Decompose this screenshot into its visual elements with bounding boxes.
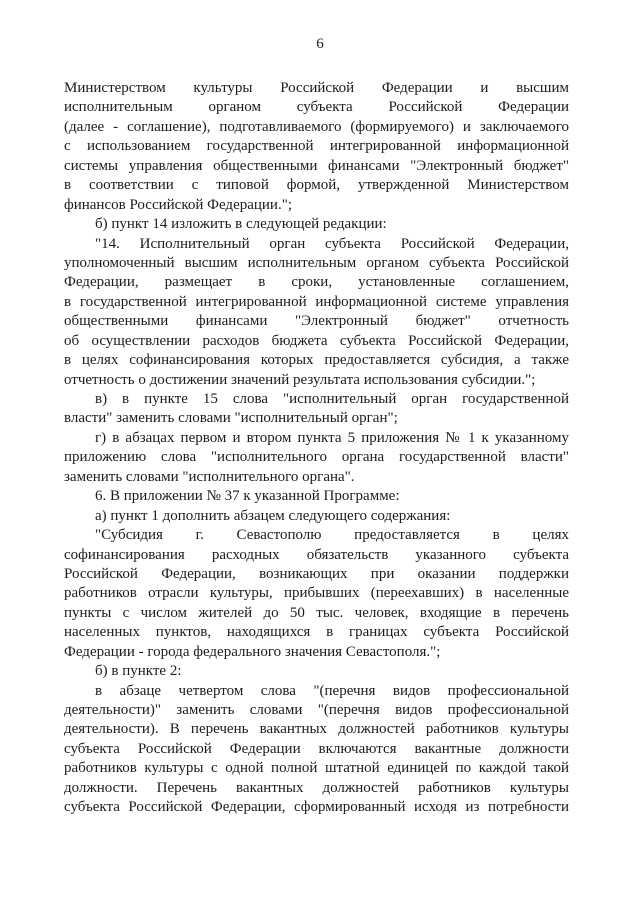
text-line: 6. В приложении № 37 к указанной Программе:: [95, 488, 400, 505]
text-line: приложению слова "исполнительного органа государственной власти": [64, 449, 569, 466]
text-line: субъекта Российской Федерации, сформированный исходя из потребности: [64, 799, 569, 816]
paragraph: [64, 507, 569, 526]
text-line: работников культуры с одной полной штатной единицей по каждой такой: [64, 760, 569, 777]
text-line: исполнительным органом субъекта Российской Федерации: [64, 99, 569, 116]
text-line: пункты с числом жителей до 50 тыс. человек, входящие в перечень: [64, 604, 569, 621]
page-number: 6: [316, 36, 324, 52]
text-line: заменить словами "исполнительного органа".: [64, 468, 355, 485]
paragraph: [64, 487, 569, 506]
text-line: с использованием государственной интегрированной информационной: [64, 138, 569, 155]
paragraph: [64, 79, 569, 215]
text-line: в соответствии с типовой формой, утвержденной Министерством: [64, 177, 569, 194]
paragraph: [64, 390, 569, 429]
text-line: финансов Российской Федерации.";: [64, 196, 293, 213]
text-line: в государственной интегрированной информационной системе управления: [64, 293, 569, 310]
text-line: г) в абзацах первом и втором пункта 5 приложения № 1 к указанному: [95, 429, 569, 446]
text-line: об осуществлении расходов бюджета субъекта Российской Федерации,: [64, 332, 569, 349]
paragraph: [64, 662, 569, 681]
text-line: в абзаце четвертом слова "(перечня видов профессиональной: [95, 682, 569, 699]
text-line: б) в пункте 2:: [95, 663, 182, 680]
text-line: б) пункт 14 изложить в следующей редакции:: [95, 216, 387, 233]
text-line: субъекта Российской Федерации включаются вакантные должности: [64, 740, 569, 757]
text-line: работников отрасли культуры, прибывших (переехавших) в населенные: [64, 585, 569, 602]
text-line: в целях софинансирования которых предоставляется субсидия, а также: [64, 352, 569, 369]
text-line: софинансирования расходных обязательств указанного субъекта: [64, 546, 569, 563]
text-line: деятельности). В перечень вакантных должностей работников культуры: [64, 721, 569, 738]
text-line: должности. Перечень вакантных должностей работников культуры: [64, 779, 569, 796]
paragraph: [64, 429, 569, 487]
paragraph: [64, 682, 569, 818]
text-line: в) в пункте 15 слова "исполнительный орган государственной: [95, 391, 569, 407]
text-line: отчетность о достижении значений результата использования субсидии.";: [64, 371, 536, 388]
paragraph: [64, 235, 569, 391]
text-line: Российской Федерации, возникающих при оказании поддержки: [64, 565, 569, 582]
text-line: деятельности)" заменить словами "(перечня видов профессиональной: [64, 702, 569, 718]
text-line: населенных пунктов, находящихся в границах субъекта Российской: [64, 624, 569, 641]
text-line: Министерством культуры Российской Федерации и высшим: [64, 80, 569, 96]
text-line: (далее - соглашение), подготавливаемого (формируемого) и заключаемого: [64, 118, 569, 135]
paragraph: [64, 526, 569, 662]
text-line: власти" заменить словами "исполнительный орган";: [64, 410, 398, 427]
document-body: [64, 79, 569, 818]
text-line: "14. Исполнительный орган субъекта Российской Федерации,: [95, 235, 569, 252]
text-line: общественными финансами "Электронный бюджет" отчетность: [64, 313, 569, 330]
text-line: системы управления общественными финансами "Электронный бюджет": [64, 157, 569, 174]
text-line: "Субсидия г. Севастополю предоставляется в целях: [95, 527, 569, 544]
text-line: Федерации - города федерального значения Севастополя.";: [64, 643, 441, 660]
text-line: Федерации, размещает в сроки, установленные соглашением,: [64, 274, 569, 291]
text-line: а) пункт 1 дополнить абзацем следующего содержания:: [95, 507, 451, 524]
paragraph: [64, 215, 569, 234]
text-line: уполномоченный высшим исполнительным органом субъекта Российской: [64, 254, 569, 271]
